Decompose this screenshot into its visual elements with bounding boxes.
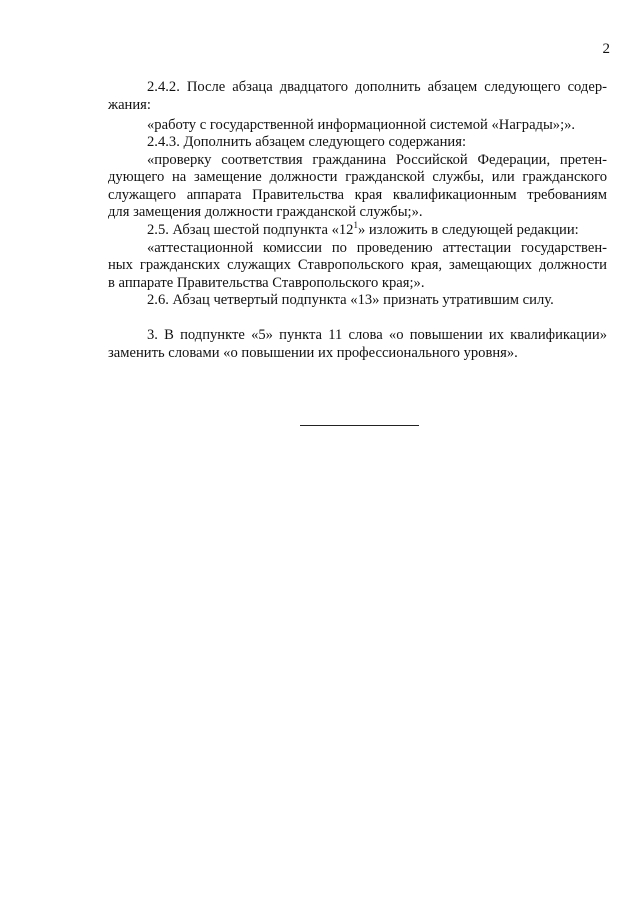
- paragraph-quote-nagrady: «работу с государственной информационной системой «Награды»;».: [147, 117, 576, 133]
- paragraph-2-5-before: 2.5. Абзац шестой подпункта «12: [147, 222, 354, 238]
- paragraph-check-line-1: «проверку соответствия гражданина Российской Федерации, претен-: [147, 152, 607, 168]
- paragraph-attestation-line-3: в аппарате Правительства Ставропольского края;».: [108, 275, 425, 291]
- paragraph-3-line-1: 3. В подпункте «5» пункта 11 слова «о повышении их квалификации»: [147, 327, 607, 343]
- paragraph-2-5-superscript: 1: [353, 220, 358, 231]
- closing-rule: [300, 425, 419, 426]
- paragraph-2-6: 2.6. Абзац четвертый подпункта «13» признать утратившим силу.: [147, 292, 554, 308]
- paragraph-check-line-4: для замещения должности гражданской службы;».: [108, 204, 423, 220]
- paragraph-check-line-3: служащего аппарата Правительства края квалификационным требованиям: [108, 187, 607, 203]
- paragraph-2-5-after: » изложить в следующей редакции:: [357, 222, 579, 238]
- paragraph-attestation-line-1: «аттестационной комиссии по проведению аттестации государствен-: [147, 240, 607, 256]
- paragraph-2-4-2-line-1: 2.4.2. После абзаца двадцатого дополнить абзацем следующего содер-: [147, 79, 607, 95]
- paragraph-2-4-2-line-2: жания:: [108, 97, 151, 113]
- paragraph-2-4-3: 2.4.3. Дополнить абзацем следующего содержания:: [147, 134, 467, 150]
- paragraph-check-line-2: дующего на замещение должности гражданской службы, или гражданского: [108, 169, 607, 185]
- paragraph-3-line-2: заменить словами «о повышении их профессионального уровня».: [108, 345, 518, 361]
- paragraph-2-5: [147, 221, 579, 239]
- page-number: 2: [602, 41, 610, 57]
- paragraph-attestation-line-2: ных гражданских служащих Ставропольского края, замещающих должности: [108, 257, 607, 273]
